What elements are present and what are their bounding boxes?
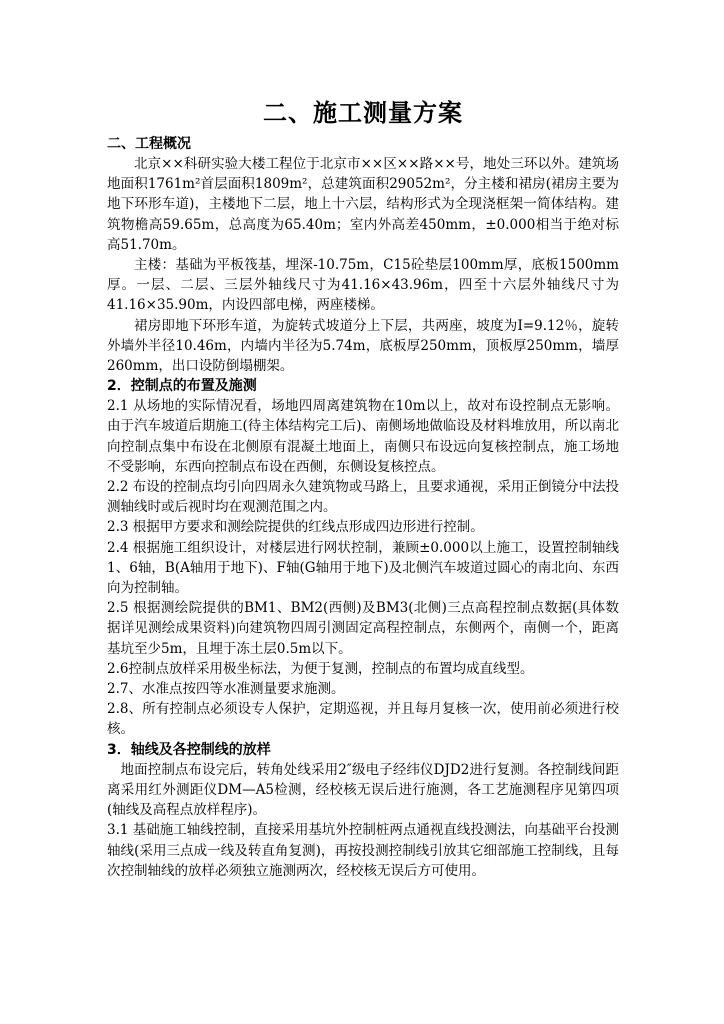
axis-layout-paragraph-intro: 地面控制点布设完后，转角处线采用2″级电子经纬仪DJD2进行复测。各控制线间距离采用红外测距仪DM—A5检测，经校核无误后进行施测，各工艺施测程序见第四项(轴线及高程点放样程序)。 [107, 761, 619, 819]
section-heading-axis-layout: 3．轴线及各控制线的放样 [107, 741, 271, 758]
axis-layout-item-3-1: 3.1 基础施工轴线控制，直接采用基坑外控制桩两点通视直线投测法，向基础平台投测轴线(采用三点成一线及转直角复测)，再按投测控制线引放其它细部施工控制线，且每次控制轴线的放样必须独立施测两次，经校核无误后方可使用。 [107, 822, 619, 879]
control-points-item-2-5: 2.5 根据测绘院提供的BM1、BM2(西侧)及BM3(北侧)三点高程控制点数据(具体数据详见测绘成果资料)向建筑物四周引测固定高程控制点，东侧两个，南侧一个，距离基坑至少5m，且埋于冻土层0.5m以下。 [107, 600, 619, 657]
control-points-item-2-1: 2.1 从场地的实际情况看，场地四周离建筑物在10m以上，故对布设控制点无影响。由于汽车坡道后期施工(待主体结构完工后)、南侧场地做临设及材料堆放用，所以南北向控制点集中布设在北侧原有混凝土地面上，南侧只布设远向复核控制点，施工场地不受影响，东西向控制点布设在西侧，东侧设复核控点。 [107, 398, 619, 475]
document-page [107, 96, 619, 881]
control-points-item-2-4: 2.4 根据施工组织设计，对楼层进行网状控制，兼顾±0.000以上施工，设置控制轴线1、6轴，B(A轴用于地下)、F轴(G轴用于地下)及北侧汽车坡道过圆心的南北向、东西向为控制轴。 [107, 539, 619, 597]
control-points-item-2-2: 2.2 布设的控制点均引向四周永久建筑物或马路上，且要求通视，采用正倒镜分中法投测轴线时或后视时均在观测范围之内。 [107, 479, 619, 516]
overview-paragraph-main-building: 主楼：基础为平板筏基，埋深-10.75m，C15砼垫层100mm厚，底板1500mm厚。一层、二层、三层外轴线尺寸为41.16×43.96m，四至十六层外轴线尺寸为41.16×35.90m，内设四部电梯，两座楼梯。 [107, 257, 619, 314]
control-points-item-2-3: 2.3 根据甲方要求和测绘院提供的红线点形成四边形进行控制。 [107, 519, 484, 536]
overview-paragraph-podium: 裙房即地下环形车道，为旋转式坡道分上下层，共两座，坡度为I=9.12％，旋转外墙外半径10.46m，内墙内半径为5.74m，底板厚250mm，顶板厚250mm，墙厚260mm，出口设防倒塌棚架。 [107, 317, 619, 375]
document-title: 二、施工测量方案 [263, 98, 463, 127]
control-points-item-2-8: 2.8、所有控制点必须设专人保护，定期巡视，并且每月复核一次，使用前必须进行校核。 [107, 701, 619, 738]
section-heading-overview: 二、工程概况 [107, 136, 191, 152]
overview-paragraph-1: 北京××科研实验大楼工程位于北京市××区××路××号，地处三环以外。建筑场地面积1761m²首层面积1809m²，总建筑面积29052m²，分主楼和裙房(裙房主要为地下环形车道)，主楼地下二层，地上十六层，结构形式为全现浇框架一简体结构。建筑物檐高59.65m，总高度为65.40m；室内外高差450mm，±0.000相当于绝对标高51.70m。 [107, 156, 619, 253]
control-points-item-2-6: 2.6控制点放样采用极坐标法，为便于复测，控制点的布置均成直线型。 [107, 660, 534, 677]
section-heading-control-points: 2．控制点的布置及施测 [107, 378, 257, 395]
control-points-item-2-7: 2.7、水准点按四等水准测量要求施测。 [107, 681, 345, 698]
